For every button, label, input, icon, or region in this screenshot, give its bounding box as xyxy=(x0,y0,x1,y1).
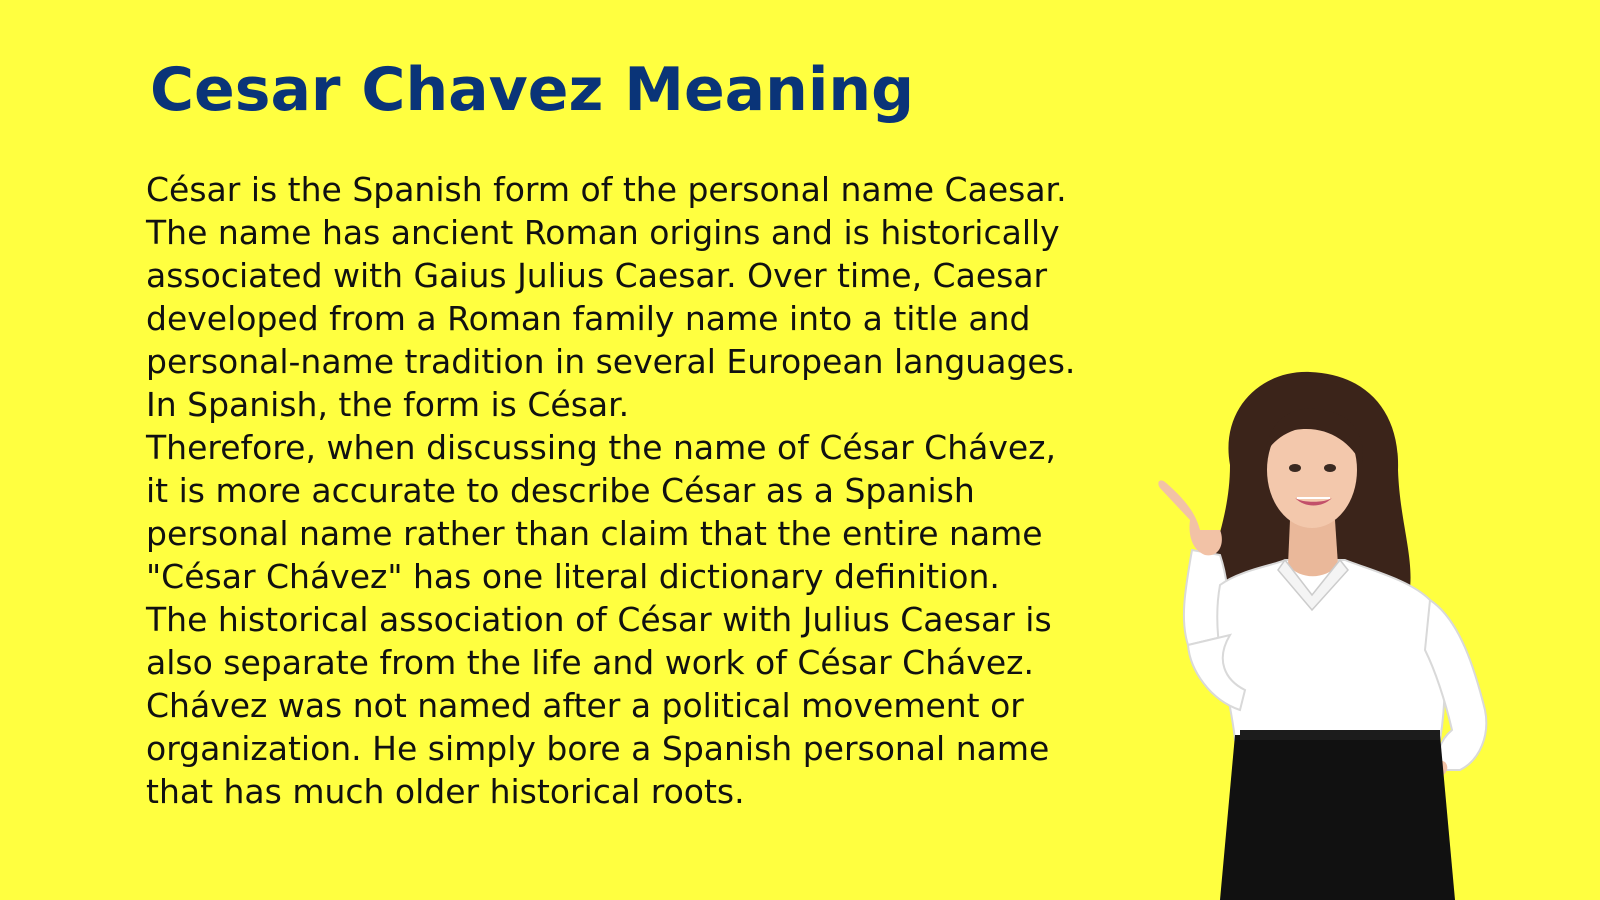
body-line: also separate from the life and work of César Chávez. xyxy=(146,643,1034,682)
body-line: associated with Gaius Julius Caesar. Over time, Caesar xyxy=(146,256,1048,295)
body-line: it is more accurate to describe César as a Spanish xyxy=(146,471,975,510)
body-line: The historical association of César with Julius Caesar is xyxy=(146,600,1052,639)
slide-title: Cesar Chavez Meaning xyxy=(150,55,915,125)
body-line: "César Chávez" has one literal dictionary definition. xyxy=(146,557,1000,596)
body-line: In Spanish, the form is César. xyxy=(146,385,630,424)
body-line: developed from a Roman family name into a title and xyxy=(146,299,1031,338)
body-line: The name has ancient Roman origins and is historically xyxy=(146,213,1060,252)
body-line: personal name rather than claim that the entire name xyxy=(146,514,1043,553)
body-text xyxy=(146,168,1106,813)
body-line: that has much older historical roots. xyxy=(146,772,745,811)
body-line: organization. He simply bore a Spanish personal name xyxy=(146,729,1050,768)
body-line: Chávez was not named after a political movement or xyxy=(146,686,1024,725)
body-line: personal-name tradition in several European languages. xyxy=(146,342,1076,381)
body-line: Therefore, when discussing the name of César Chávez, xyxy=(146,428,1056,467)
presenter-illustration xyxy=(1080,370,1600,900)
body-line: César is the Spanish form of the personal name Caesar. xyxy=(146,170,1067,209)
